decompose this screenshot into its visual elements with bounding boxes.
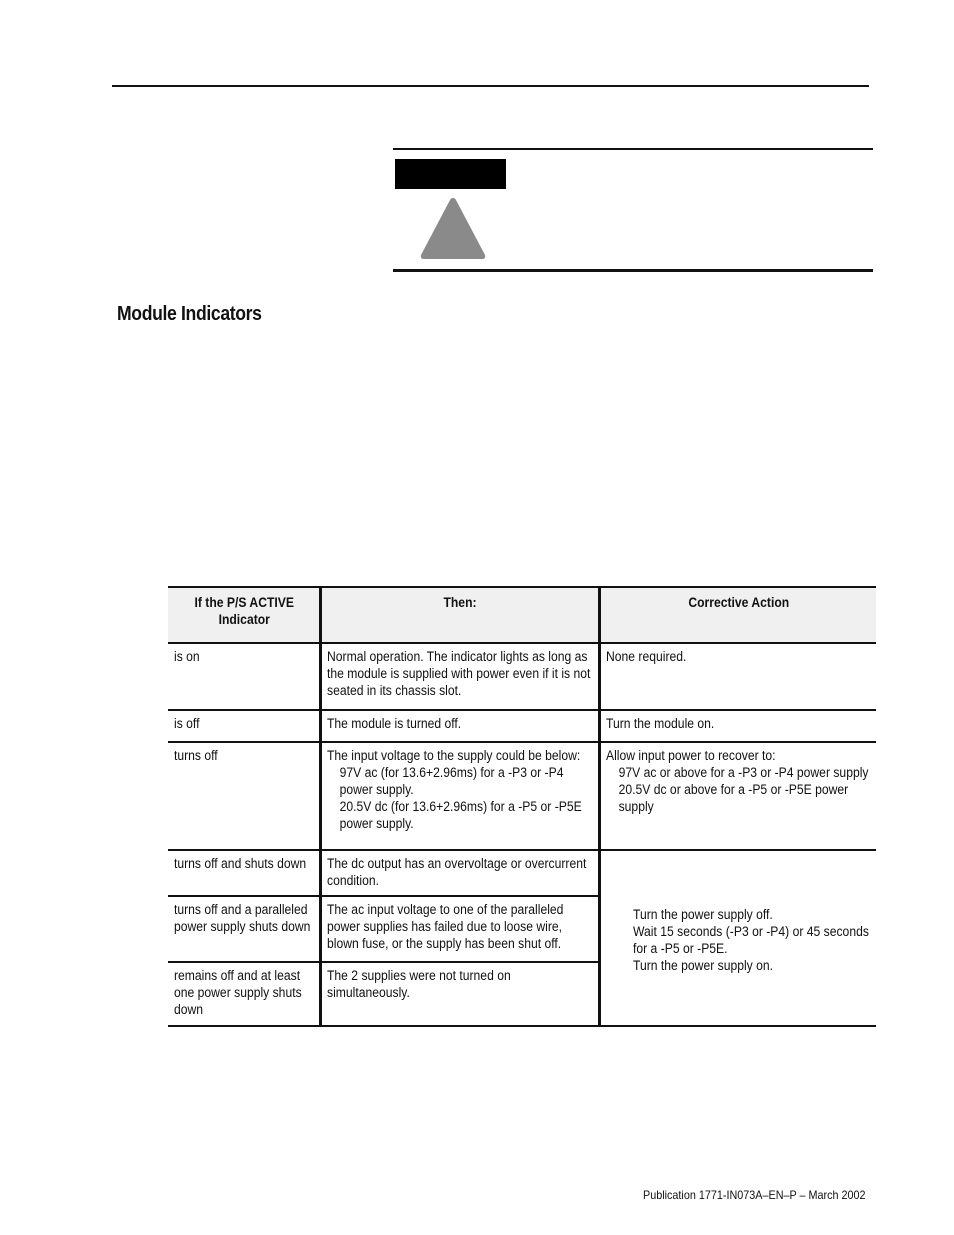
indicator-cell: turns off and a paralleled power supply shuts down: [168, 896, 320, 962]
action-item: 20.5V dc or above for a -P5 or -P5E power supply: [618, 782, 848, 814]
indicator-cell: remains off and at least one power supply shuts down: [168, 962, 320, 1026]
action-cell: [599, 742, 876, 850]
action-step: Wait 15 seconds (-P3 or -P4) or 45 seconds for a -P5 or -P5E.: [632, 924, 869, 956]
action-item: 97V ac or above for a -P3 or -P4 power supply: [618, 765, 868, 780]
action-intro: Allow input power to recover to:: [605, 748, 776, 763]
action-cell: None required.: [599, 643, 876, 710]
header-then: Then:: [320, 587, 599, 643]
action-step: Turn the power supply on.: [632, 958, 773, 973]
then-cell: The ac input voltage to one of the paralleled power supplies has failed due to loose wire, blown fuse, or the supply has been shut off.: [320, 896, 599, 962]
then-cell: The dc output has an overvoltage or overcurrent condition.: [320, 850, 599, 896]
then-intro: The input voltage to the supply could be below:: [326, 748, 580, 763]
indicator-cell: turns off: [168, 742, 320, 850]
header-indicator: If the P/S ACTIVE Indicator: [168, 587, 320, 643]
then-item: 20.5V dc (for 13.6+2.96ms) for a -P5 or -P5E power supply.: [339, 799, 582, 831]
table-row: [168, 850, 876, 896]
table-row: [168, 643, 876, 710]
then-item: 97V ac (for 13.6+2.96ms) for a -P3 or -P4 power supply.: [339, 765, 563, 797]
merged-action-cell: [599, 850, 876, 1026]
section-title: Module Indicators: [117, 303, 262, 325]
caution-rule-top: [393, 148, 873, 150]
then-cell: The module is turned off.: [320, 710, 599, 742]
table-header-row: [168, 587, 876, 643]
then-cell: [320, 742, 599, 850]
header-corrective-action: Corrective Action: [599, 587, 876, 643]
caution-rule-bottom: [393, 269, 873, 272]
table-row: [168, 742, 876, 850]
indicator-table: [168, 586, 876, 1027]
footer-publication: Publication 1771-IN073A–EN–P – March 2002: [643, 1188, 866, 1202]
caution-label-bar: [395, 159, 506, 189]
indicator-cell: is on: [168, 643, 320, 710]
then-cell: The 2 supplies were not turned on simultaneously.: [320, 962, 599, 1026]
action-step: Turn the power supply off.: [632, 907, 773, 922]
indicator-cell: turns off and shuts down: [168, 850, 320, 896]
then-cell: Normal operation. The indicator lights as long as the module is supplied with power even if it is not seated in its chassis slot.: [320, 643, 599, 710]
table-row: [168, 710, 876, 742]
action-cell: Turn the module on.: [599, 710, 876, 742]
caution-notice: [393, 148, 873, 272]
warning-triangle-icon: [419, 195, 487, 261]
header-rule: [112, 85, 869, 87]
indicator-cell: is off: [168, 710, 320, 742]
